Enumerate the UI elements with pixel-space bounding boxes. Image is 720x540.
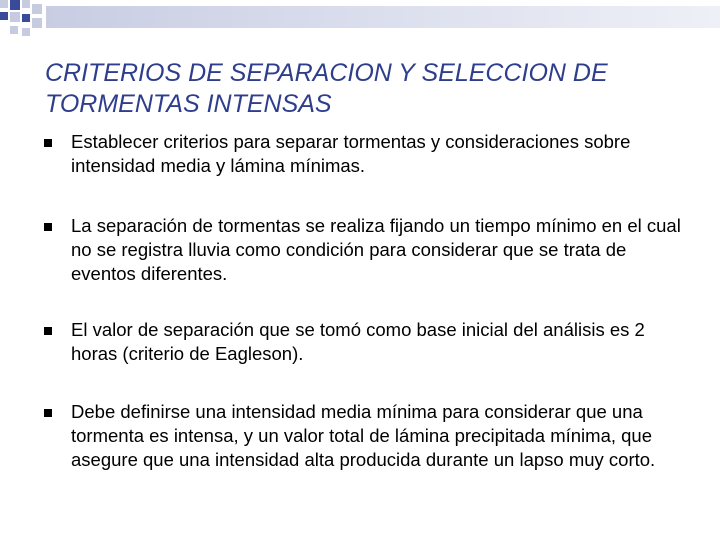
bullet-item	[44, 214, 684, 286]
bullet-text: Debe definirse una intensidad media mínima para considerar que una tormenta es intensa, y un valor total de lámina precipitada mínima, que asegure que una intensidad alta producida durante un lapso muy corto.	[71, 401, 656, 470]
bullet-text: Establecer criterios para separar tormentas y consideraciones sobre intensidad media y lámina mínimas.	[71, 131, 631, 176]
header-decoration	[0, 0, 720, 44]
bullet-square-icon	[44, 139, 52, 147]
bullet-text: La separación de tormentas se realiza fijando un tiempo mínimo en el cual no se registra lluvia como condición para considerar que se trata de eventos diferentes.	[71, 215, 681, 284]
bullet-text: El valor de separación que se tomó como base inicial del análisis es 2 horas (criterio de Eagleson).	[71, 319, 645, 364]
bullet-item	[44, 318, 684, 366]
slide-title: CRITERIOS DE SEPARACION Y SELECCION DE TORMENTAS INTENSAS	[45, 59, 608, 118]
bullet-square-icon	[44, 327, 52, 335]
bullet-square-icon	[44, 223, 52, 231]
bullet-item	[44, 400, 684, 472]
bullet-item	[44, 130, 684, 178]
bullet-square-icon	[44, 409, 52, 417]
